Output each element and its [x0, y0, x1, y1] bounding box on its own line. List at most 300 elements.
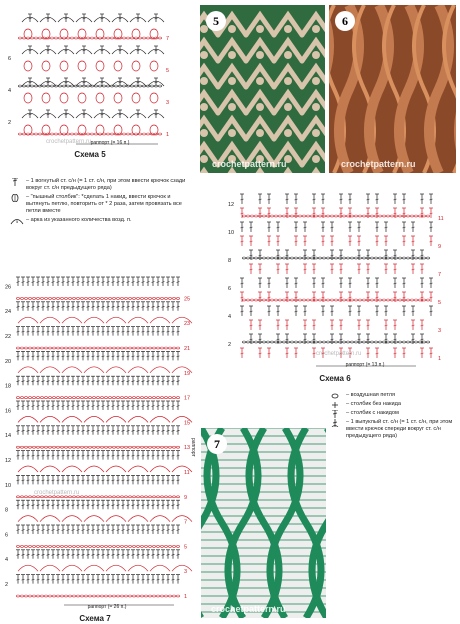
chain-symbol — [306, 341, 309, 343]
chain-symbol — [104, 595, 107, 597]
stitch-symbol — [76, 525, 80, 534]
stitch-symbol — [393, 348, 397, 358]
stitch-symbol — [420, 278, 424, 288]
stitch-symbol — [51, 277, 55, 286]
chain-symbol — [70, 37, 73, 39]
chain-symbol — [76, 446, 79, 448]
stitch-symbol — [176, 525, 180, 534]
chain-symbol — [358, 299, 361, 301]
chain-symbol — [60, 545, 63, 547]
chain-symbol — [28, 545, 31, 547]
chain-symbol — [112, 446, 115, 448]
stitch-symbol — [166, 351, 170, 360]
stitch-symbol — [16, 426, 20, 435]
chain-symbol — [168, 397, 171, 399]
row-number: 9 — [184, 494, 188, 501]
chain-symbol — [330, 299, 333, 301]
chain-symbol — [112, 397, 115, 399]
stitch-symbol — [41, 550, 45, 559]
chain-symbol — [140, 595, 143, 597]
stitch-symbol — [294, 194, 298, 204]
row-number: 7 — [438, 272, 442, 278]
chain-symbol — [112, 496, 115, 498]
stitch-symbol — [151, 550, 155, 559]
chain-symbol — [354, 341, 357, 343]
stitch-symbol — [16, 451, 20, 460]
stitch-symbol — [111, 327, 115, 336]
row-number: 11 — [184, 470, 190, 476]
arch-symbol — [18, 466, 38, 472]
stitch-symbol — [91, 500, 95, 509]
stitch-symbol — [176, 302, 180, 311]
stitch-symbol — [393, 264, 397, 274]
chain-symbol — [20, 545, 23, 547]
chain-symbol — [152, 496, 155, 498]
legend-text: – столбик с накидом — [346, 410, 399, 416]
stitch-symbol — [357, 222, 361, 232]
chain-symbol — [306, 215, 309, 217]
stitch-symbol — [31, 550, 35, 559]
stitch-symbol — [330, 320, 334, 330]
stitch-symbol — [31, 451, 35, 460]
row-number: 2 — [228, 342, 232, 348]
lace-motif — [200, 155, 208, 163]
stitch-symbol — [393, 194, 397, 204]
stitch-symbol — [136, 550, 140, 559]
stitch-symbol — [106, 277, 110, 286]
stitch-symbol — [21, 426, 25, 435]
chain-symbol — [48, 545, 51, 547]
scheme-7-watermark: crochetpattern.ru — [34, 490, 80, 496]
stitch-symbol — [348, 208, 352, 218]
stitch-symbol — [126, 575, 130, 584]
stitch-symbol — [166, 550, 170, 559]
stitch-symbol — [66, 376, 70, 385]
stitch-symbol — [76, 327, 80, 336]
stitch-symbol — [131, 525, 135, 534]
row-number: 22 — [5, 334, 12, 340]
row-number: 12 — [5, 458, 12, 464]
stitch-symbol — [21, 525, 25, 534]
chain-symbol — [80, 297, 83, 299]
chain-symbol — [406, 299, 409, 301]
stitch-symbol — [267, 236, 271, 246]
chain-symbol — [160, 347, 163, 349]
chain-symbol — [16, 446, 19, 448]
stitch-symbol — [151, 277, 155, 286]
arch-symbol — [18, 367, 38, 373]
stitch-symbol — [76, 500, 80, 509]
stitch-symbol — [31, 525, 35, 534]
stitch-symbol — [375, 278, 379, 288]
chain-symbol — [104, 446, 107, 448]
stitch-symbol — [131, 575, 135, 584]
stitch-symbol — [82, 14, 86, 22]
chain-symbol — [16, 545, 19, 547]
stitch-symbol — [21, 351, 25, 360]
stitch-symbol — [86, 426, 90, 435]
scheme-7-diagram — [4, 268, 196, 608]
chain-symbol — [124, 496, 127, 498]
stitch-symbol — [101, 575, 105, 584]
stitch-symbol — [96, 401, 100, 410]
puff-symbol — [150, 125, 158, 135]
stitch-symbol — [384, 334, 388, 344]
chain-symbol — [172, 446, 175, 448]
stitch-symbol — [16, 277, 20, 286]
stitch-symbol — [96, 426, 100, 435]
stitch-symbol — [86, 351, 90, 360]
stitch-symbol — [81, 302, 85, 311]
stitch-symbol — [96, 327, 100, 336]
arch-symbol — [18, 416, 38, 422]
stitch-symbol — [21, 277, 25, 286]
stitch-symbol — [384, 306, 388, 316]
chain-symbol — [306, 299, 309, 301]
stitch-symbol — [64, 110, 68, 118]
chain-symbol — [32, 545, 35, 547]
stitch-symbol — [429, 278, 433, 288]
chain-symbol — [72, 545, 75, 547]
stitch-symbol — [330, 222, 334, 232]
chain-symbol — [28, 595, 31, 597]
chain-symbol — [74, 133, 77, 135]
stitch-symbol — [366, 320, 370, 330]
stitch-symbol — [118, 46, 122, 54]
arch-symbol — [40, 416, 60, 422]
chain-symbol — [110, 133, 113, 135]
puff-symbol — [132, 29, 140, 39]
chain-symbol — [24, 446, 27, 448]
stitch-symbol — [339, 264, 343, 274]
stitch-symbol — [339, 278, 343, 288]
stitch-symbol — [151, 426, 155, 435]
chain-symbol — [362, 257, 365, 259]
stitch-symbol — [121, 426, 125, 435]
chain-symbol — [96, 595, 99, 597]
stitch-symbol — [82, 78, 86, 86]
stitch-symbol — [154, 46, 158, 54]
stitch-symbol — [121, 302, 125, 311]
stitch-symbol — [101, 351, 105, 360]
chain-symbol — [370, 299, 373, 301]
chain-symbol — [266, 257, 269, 259]
row-number: 3 — [438, 328, 442, 334]
chain-symbol — [290, 299, 293, 301]
stitch-symbol — [31, 302, 35, 311]
chain-symbol — [104, 496, 107, 498]
stitch-symbol — [131, 401, 135, 410]
stitch-symbol — [161, 500, 165, 509]
stitch-symbol — [106, 426, 110, 435]
double-crochet-icon — [330, 410, 344, 418]
chain-symbol — [96, 297, 99, 299]
stitch-symbol — [100, 110, 104, 118]
stitch-symbol — [249, 236, 253, 246]
stitch-symbol — [101, 426, 105, 435]
chain-symbol — [374, 341, 377, 343]
stitch-symbol — [330, 236, 334, 246]
arch-symbol — [62, 367, 82, 373]
stitch-symbol — [118, 78, 122, 86]
stitch-symbol — [76, 475, 80, 484]
stitch-symbol — [141, 575, 145, 584]
stitch-symbol — [51, 550, 55, 559]
chain-symbol — [68, 446, 71, 448]
chain-symbol — [378, 215, 381, 217]
chain-symbol — [314, 299, 317, 301]
chain-symbol — [254, 341, 257, 343]
stitch-symbol — [64, 46, 68, 54]
puff-symbol — [150, 93, 158, 103]
legend-item — [330, 419, 456, 440]
chain-symbol — [116, 397, 119, 399]
stitch-symbol — [121, 401, 125, 410]
chain-symbol — [386, 257, 389, 259]
chain-symbol — [410, 215, 413, 217]
chain-symbol — [142, 37, 145, 39]
chain-symbol — [88, 595, 91, 597]
chain-symbol — [354, 215, 357, 217]
stitch-symbol — [141, 500, 145, 509]
chain-symbol — [60, 347, 63, 349]
photo-sample-7 — [201, 428, 326, 618]
stitch-symbol — [16, 500, 20, 509]
stitch-symbol — [91, 451, 95, 460]
stitch-symbol — [91, 302, 95, 311]
scheme-6-chart — [226, 180, 452, 368]
stitch-symbol — [66, 550, 70, 559]
row-number: 20 — [5, 358, 12, 365]
stitch-symbol — [71, 351, 75, 360]
stitch-symbol — [81, 475, 85, 484]
chain-symbol — [160, 595, 163, 597]
stitch-symbol — [106, 475, 110, 484]
stitch-symbol — [96, 351, 100, 360]
row-number: 10 — [228, 230, 235, 236]
chain-symbol — [374, 257, 377, 259]
stitch-symbol — [131, 327, 135, 336]
chain-symbol — [176, 347, 179, 349]
stitch-symbol — [86, 550, 90, 559]
stitch-symbol — [161, 277, 165, 286]
stitch-symbol — [51, 401, 55, 410]
chain-symbol — [122, 37, 125, 39]
stitch-symbol — [171, 426, 175, 435]
stitch-symbol — [161, 575, 165, 584]
stitch-symbol — [161, 475, 165, 484]
stitch-symbol — [126, 302, 130, 311]
chain-symbol — [350, 299, 353, 301]
stitch-symbol — [56, 475, 60, 484]
stitch-symbol — [101, 376, 105, 385]
stitch-symbol — [151, 376, 155, 385]
chain-symbol — [72, 595, 75, 597]
chain-symbol — [350, 341, 353, 343]
chain-symbol — [148, 446, 151, 448]
arch-symbol — [128, 516, 148, 522]
stitch-symbol — [41, 376, 45, 385]
stitch-symbol — [156, 302, 160, 311]
chain-symbol — [298, 215, 301, 217]
chain-symbol — [122, 85, 125, 87]
chain-symbol — [164, 595, 167, 597]
chain-symbol — [64, 397, 67, 399]
stitch-symbol — [136, 426, 140, 435]
arch-symbol — [128, 317, 148, 323]
stitch-symbol — [267, 278, 271, 288]
chain-symbol — [136, 595, 139, 597]
chain-symbol — [314, 257, 317, 259]
stitch-symbol — [420, 334, 424, 344]
chain-symbol — [242, 257, 245, 259]
chain-symbol — [100, 545, 103, 547]
chain-symbol — [168, 446, 171, 448]
chain-symbol — [74, 37, 77, 39]
chain-symbol — [56, 297, 59, 299]
chain-symbol — [378, 257, 381, 259]
stitch-symbol — [81, 500, 85, 509]
chain-symbol — [68, 595, 71, 597]
stitch-symbol — [126, 401, 130, 410]
stitch-symbol — [31, 351, 35, 360]
stitch-symbol — [146, 426, 150, 435]
chain-symbol — [40, 446, 43, 448]
stitch-symbol — [131, 550, 135, 559]
stitch-symbol — [116, 525, 120, 534]
stitch-symbol — [176, 550, 180, 559]
scheme-7-side-rapport: раппорт — [190, 438, 196, 457]
stitch-symbol — [96, 376, 100, 385]
stitch-symbol — [116, 550, 120, 559]
stitch-symbol — [366, 264, 370, 274]
chain-symbol — [342, 299, 345, 301]
stitch-symbol — [146, 451, 150, 460]
stitch-symbol — [76, 302, 80, 311]
photo-6-badge: 6 — [335, 11, 355, 31]
stitch-symbol — [101, 401, 105, 410]
chain-symbol — [102, 85, 105, 87]
puff-symbol — [42, 125, 50, 135]
chain-symbol — [20, 496, 23, 498]
stitch-symbol — [151, 302, 155, 311]
chain-symbol — [346, 299, 349, 301]
stitch-symbol — [348, 194, 352, 204]
chain-symbol — [122, 133, 125, 135]
chain-symbol — [278, 341, 281, 343]
chain-symbol — [80, 347, 83, 349]
lace-motif — [312, 129, 320, 137]
chain-symbol — [128, 595, 131, 597]
chain-symbol — [144, 595, 147, 597]
row-number: 11 — [438, 216, 444, 222]
chain-symbol — [148, 496, 151, 498]
stitch-symbol — [171, 550, 175, 559]
stitch-symbol — [36, 575, 40, 584]
stitch-symbol — [76, 426, 80, 435]
chain-symbol — [104, 545, 107, 547]
stitch-symbol — [141, 426, 145, 435]
chain-symbol — [278, 215, 281, 217]
stitch-symbol — [330, 264, 334, 274]
chain-symbol — [32, 446, 35, 448]
stitch-symbol — [146, 376, 150, 385]
chain-symbol — [414, 341, 417, 343]
stitch-symbol — [61, 327, 65, 336]
chain-symbol — [76, 595, 79, 597]
stitch-symbol — [312, 194, 316, 204]
stitch-symbol — [366, 278, 370, 288]
stitch-symbol — [41, 351, 45, 360]
chain-symbol — [382, 257, 385, 259]
stitch-symbol — [151, 525, 155, 534]
chain-symbol — [24, 297, 27, 299]
chain-symbol — [110, 37, 113, 39]
stitch-symbol — [36, 426, 40, 435]
stitch-symbol — [321, 194, 325, 204]
chain-symbol — [140, 347, 143, 349]
chain-symbol — [92, 446, 95, 448]
chain-symbol — [68, 347, 71, 349]
stitch-symbol — [66, 451, 70, 460]
row-number: 5 — [438, 300, 442, 306]
stitch-symbol — [16, 550, 20, 559]
puff-symbol — [24, 29, 32, 39]
stitch-symbol — [71, 277, 75, 286]
stitch-symbol — [141, 475, 145, 484]
chain-symbol — [132, 297, 135, 299]
arch-symbol — [62, 416, 82, 422]
stitch-symbol — [357, 236, 361, 246]
chain-symbol — [36, 545, 39, 547]
chain-symbol — [176, 297, 179, 299]
stitch-symbol — [111, 525, 115, 534]
chain-symbol — [106, 37, 109, 39]
stitch-symbol — [111, 302, 115, 311]
chain-symbol — [398, 257, 401, 259]
stitch-symbol — [285, 194, 289, 204]
chain-symbol — [152, 446, 155, 448]
stitch-symbol — [249, 320, 253, 330]
lace-motif — [256, 51, 264, 59]
scheme-5-caption: Схема 5 — [74, 150, 106, 159]
stitch-symbol — [21, 401, 25, 410]
chain-symbol — [92, 397, 95, 399]
chain-symbol — [132, 446, 135, 448]
stitch-symbol — [276, 306, 280, 316]
stitch-symbol — [61, 351, 65, 360]
stitch-symbol — [21, 302, 25, 311]
puff-symbol — [60, 93, 68, 103]
stitch-symbol — [258, 278, 262, 288]
stitch-symbol — [384, 320, 388, 330]
stitch-symbol — [66, 327, 70, 336]
stitch-symbol — [86, 302, 90, 311]
chain-symbol — [114, 85, 117, 87]
stitch-symbol — [375, 306, 379, 316]
lace-motif — [312, 25, 320, 33]
chain-symbol — [96, 545, 99, 547]
stitch-symbol — [82, 110, 86, 118]
chain-symbol — [382, 341, 385, 343]
stitch-symbol — [91, 426, 95, 435]
chain-symbol — [120, 595, 123, 597]
chain-symbol — [132, 545, 135, 547]
puff-stitch-icon — [10, 194, 24, 202]
stitch-symbol — [106, 525, 110, 534]
stitch-symbol — [21, 575, 25, 584]
stitch-symbol — [31, 575, 35, 584]
